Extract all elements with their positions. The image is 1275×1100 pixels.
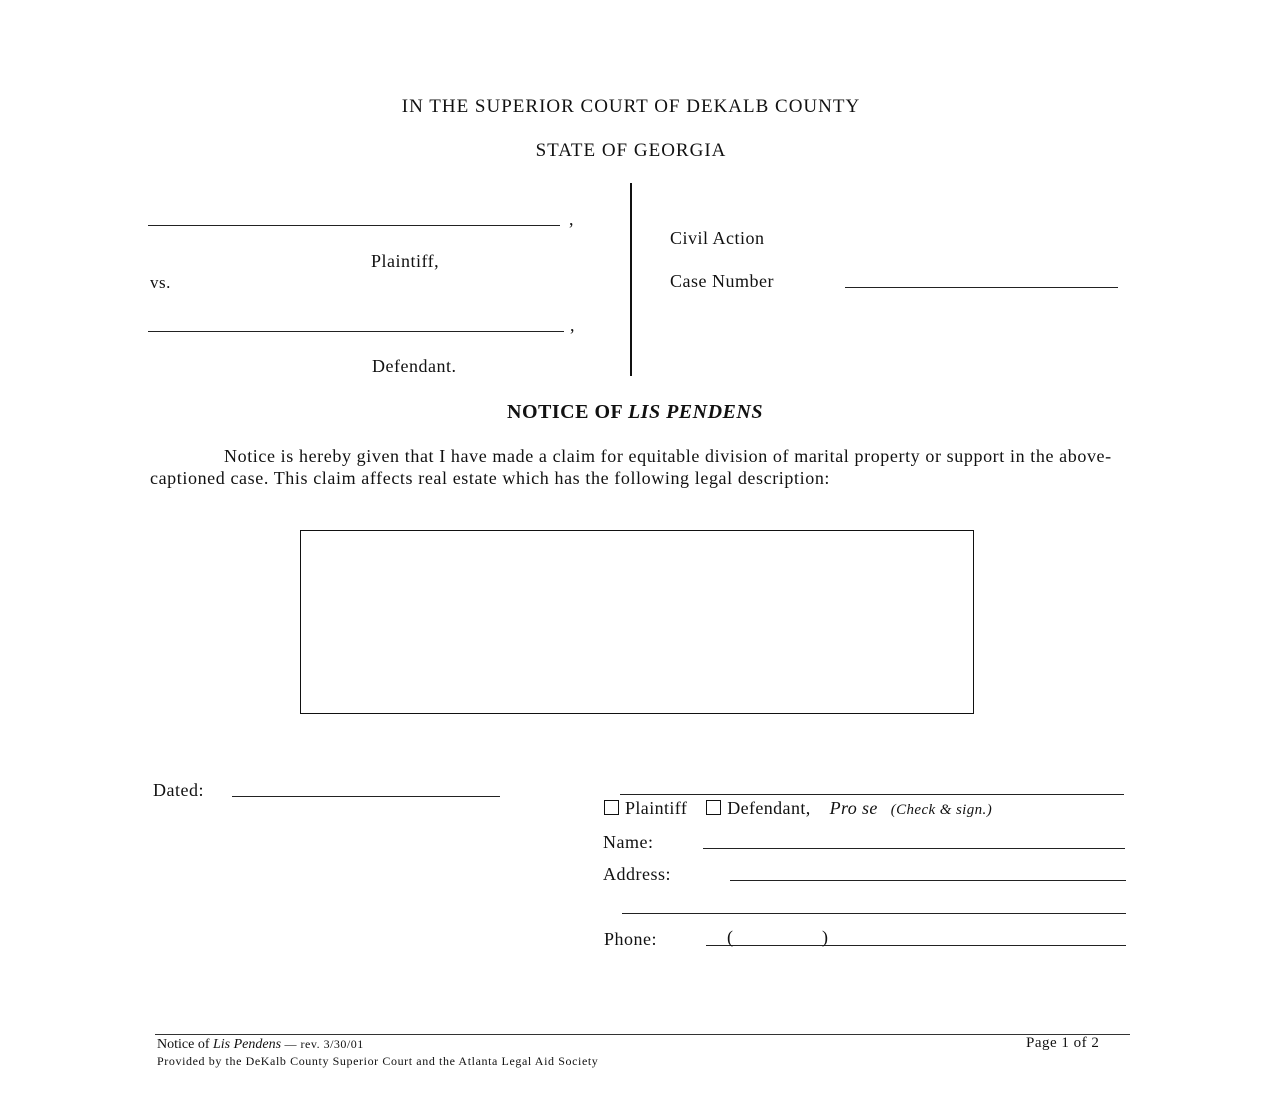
dated-line[interactable]	[232, 796, 500, 797]
form-revision: — rev. 3/30/01	[284, 1037, 364, 1051]
plaintiff-label: Plaintiff,	[371, 251, 440, 271]
defendant-name-line[interactable]	[148, 331, 564, 332]
phone-label: Phone:	[604, 929, 658, 949]
name-label: Name:	[603, 832, 654, 852]
legal-description-box[interactable]	[300, 530, 974, 714]
plaintiff-name-line[interactable]	[148, 225, 560, 226]
notice-body: Notice is hereby given that I have made a claim for equitable division of marital property or support in the above-captioned case. This claim affects real estate which has the following legal description:	[150, 446, 1112, 488]
form-name-italic: Lis Pendens	[212, 1037, 282, 1052]
defendant-comma: ,	[570, 315, 575, 335]
provided-by: Provided by the DeKalb County Superior Court and the Atlanta Legal Aid Society	[157, 1054, 599, 1068]
party-selection	[604, 798, 992, 819]
title-italic: LIS PENDENS	[627, 401, 763, 423]
title-prefix: NOTICE OF	[507, 401, 623, 423]
document-title	[0, 401, 1270, 424]
plaintiff-checkbox[interactable]	[604, 800, 619, 815]
caption-divider	[630, 183, 632, 376]
phone-area-open: (	[727, 927, 734, 947]
court-name: IN THE SUPERIOR COURT OF DEKALB COUNTY	[401, 96, 861, 117]
defendant-label: Defendant.	[372, 356, 457, 376]
plaintiff-option-label: Plaintiff	[625, 798, 688, 818]
civil-action-label: Civil Action	[670, 228, 765, 248]
case-number-line[interactable]	[845, 287, 1118, 288]
defendant-option-label: Defendant,	[727, 798, 811, 818]
defendant-option[interactable]	[706, 798, 810, 818]
phone-area-close: )	[822, 927, 829, 947]
defendant-checkbox[interactable]	[706, 800, 721, 815]
signature-line[interactable]	[620, 794, 1124, 795]
form-name-prefix: Notice of	[157, 1037, 210, 1052]
form-name	[157, 1037, 364, 1053]
check-sign-note: (Check & sign.)	[890, 802, 993, 818]
phone-line[interactable]	[706, 945, 1126, 946]
address-line-1[interactable]	[730, 880, 1126, 881]
plaintiff-comma: ,	[569, 209, 574, 229]
address-label: Address:	[603, 864, 671, 884]
address-line-2[interactable]	[622, 913, 1126, 914]
vs-label: vs.	[150, 273, 171, 292]
plaintiff-option[interactable]	[604, 798, 687, 818]
case-number-label: Case Number	[670, 271, 774, 291]
pro-se-label: Pro se	[829, 798, 878, 818]
page-number: Page 1 of 2	[1026, 1035, 1100, 1051]
name-line[interactable]	[703, 848, 1125, 849]
state-name: STATE OF GEORGIA	[535, 140, 727, 161]
dated-label: Dated:	[153, 780, 204, 800]
footer-rule	[155, 1034, 1130, 1035]
